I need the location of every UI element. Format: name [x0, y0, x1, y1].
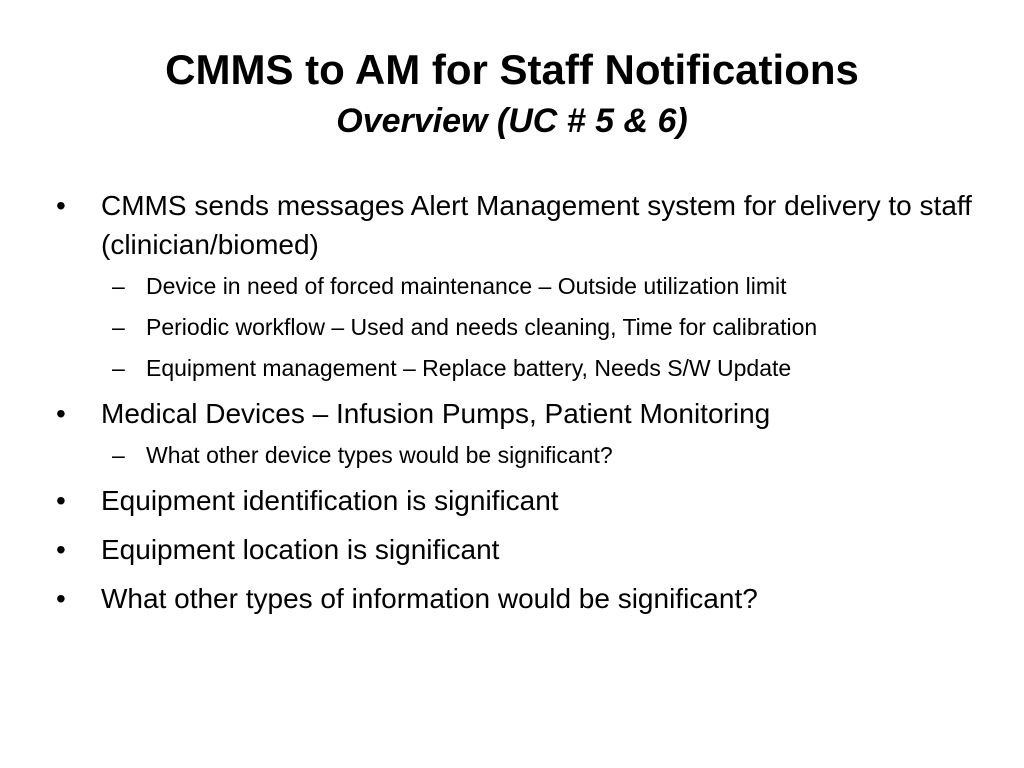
slide-subtitle: Overview (UC # 5 & 6) — [336, 102, 688, 140]
bullet-item — [56, 579, 986, 618]
title-block — [40, 44, 984, 142]
bullet-item — [56, 394, 986, 470]
slide-title: CMMS to AM for Staff Notifications — [165, 46, 859, 93]
sub-bullet-text: Periodic workflow – Used and needs cleaning, Time for calibration — [146, 314, 818, 340]
bullet-text: Equipment location is significant — [101, 534, 500, 565]
dash-icon: – — [112, 314, 125, 340]
sub-bullet-item — [101, 271, 986, 301]
dash-icon: – — [112, 273, 125, 299]
sub-bullet-text: Equipment management – Replace battery, Needs S/W Update — [146, 355, 792, 381]
bullet-icon: • — [56, 534, 66, 565]
bullet-item — [56, 530, 986, 569]
bullet-text: Medical Devices – Infusion Pumps, Patient Monitoring — [101, 398, 771, 429]
bullet-icon: • — [56, 485, 66, 516]
sub-bullet-item — [101, 353, 986, 383]
sub-bullet-list — [101, 271, 986, 383]
bullet-text: CMMS sends messages Alert Management system for delivery to staff (clinician/biomed) — [101, 190, 972, 260]
bullet-item — [56, 481, 986, 520]
bullet-icon: • — [56, 583, 66, 614]
bullet-text: Equipment identification is significant — [101, 485, 559, 516]
sub-bullet-item — [101, 440, 986, 470]
sub-bullet-text: What other device types would be significant? — [146, 442, 613, 468]
bullet-item — [56, 186, 986, 383]
bullet-list — [56, 186, 986, 618]
sub-bullet-item — [101, 312, 986, 342]
bullet-text: What other types of information would be significant? — [101, 583, 758, 614]
bullet-icon: • — [56, 190, 66, 221]
dash-icon: – — [112, 442, 125, 468]
sub-bullet-list — [101, 440, 986, 470]
dash-icon: – — [112, 355, 125, 381]
bullet-icon: • — [56, 398, 66, 429]
sub-bullet-text: Device in need of forced maintenance – Outside utilization limit — [146, 273, 787, 299]
bullet-content — [56, 186, 986, 628]
